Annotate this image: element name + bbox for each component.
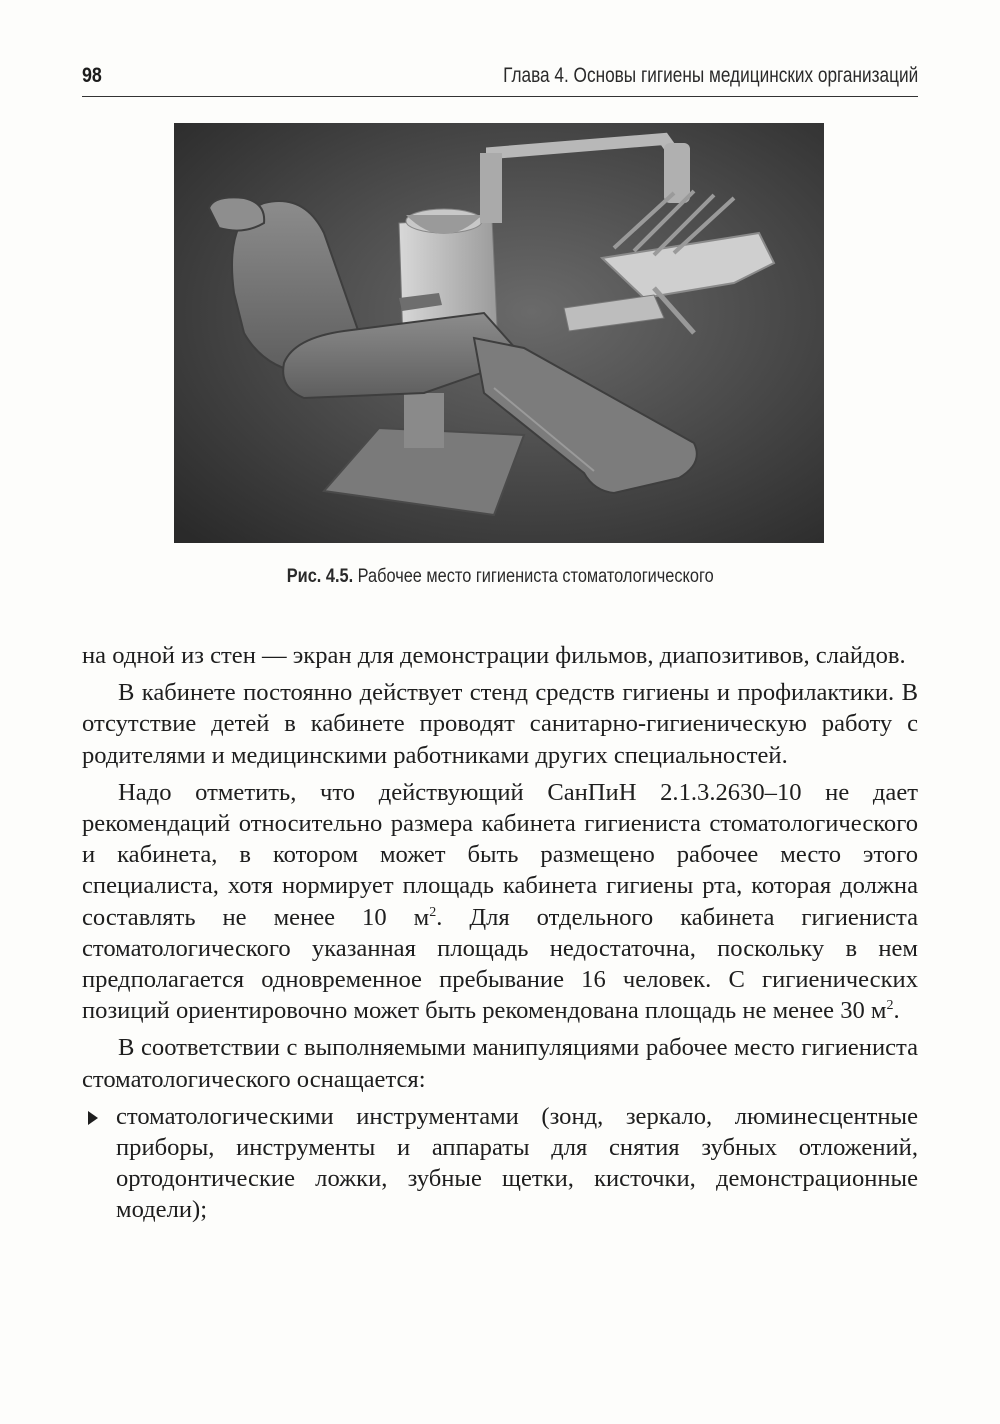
paragraph: на одной из стен — экран для демонстрации фильмов, диапозитивов, слайдов. (82, 642, 906, 669)
caption-text: Рабочее место гигиениста стоматологического (352, 566, 714, 587)
page-number: 98 (82, 64, 102, 87)
paragraph: В соответствии с выполняемыми манипуляциями рабочее место гигиениста стоматологического оснащается: (82, 1034, 918, 1093)
chapter-title: Глава 4. Основы гигиены медицинских организаций (502, 64, 918, 87)
dental-chair-photo (174, 123, 824, 543)
body-text (82, 640, 918, 1232)
bullet-triangle-icon (88, 1111, 98, 1125)
caption-label: Рис. 4.5. (286, 566, 353, 587)
running-header (82, 62, 918, 97)
figure-caption (0, 566, 1000, 588)
list-item: стоматологическими инструментами (зонд, зеркало, люминесцентные приборы, инструменты и аппараты для снятия зубных отложений, ортодонтические ложки, зубные щетки, кисточки, демонстрационные модели); (82, 1101, 918, 1226)
paragraph: Надо отметить, что действующий СанПиН 2.1.3.2630–10 не дает рекомендаций относительно размера кабинета гигиениста стоматологического и кабинета, в котором может быть размещено рабочее место этого специалиста, хотя нормирует площадь кабинета гигиены рта, которая должна составлять не менее 10 $м^2$. Для отдельного кабинета гигиениста стоматологического указанная площадь недостаточна, поскольку в нем предполагается одновременное пребывание 16 человек. С гигиенических позиций ориентировочно может быть рекомендована площадь не менее 30 $м^2$. (82, 778, 918, 1025)
paragraph: В кабинете постоянно действует стенд средств гигиены и профилактики. В отсутствие детей в кабинете проводят санитарно-гигиеническую работу с родителями и медицинскими работниками других специальностей. (82, 679, 918, 769)
